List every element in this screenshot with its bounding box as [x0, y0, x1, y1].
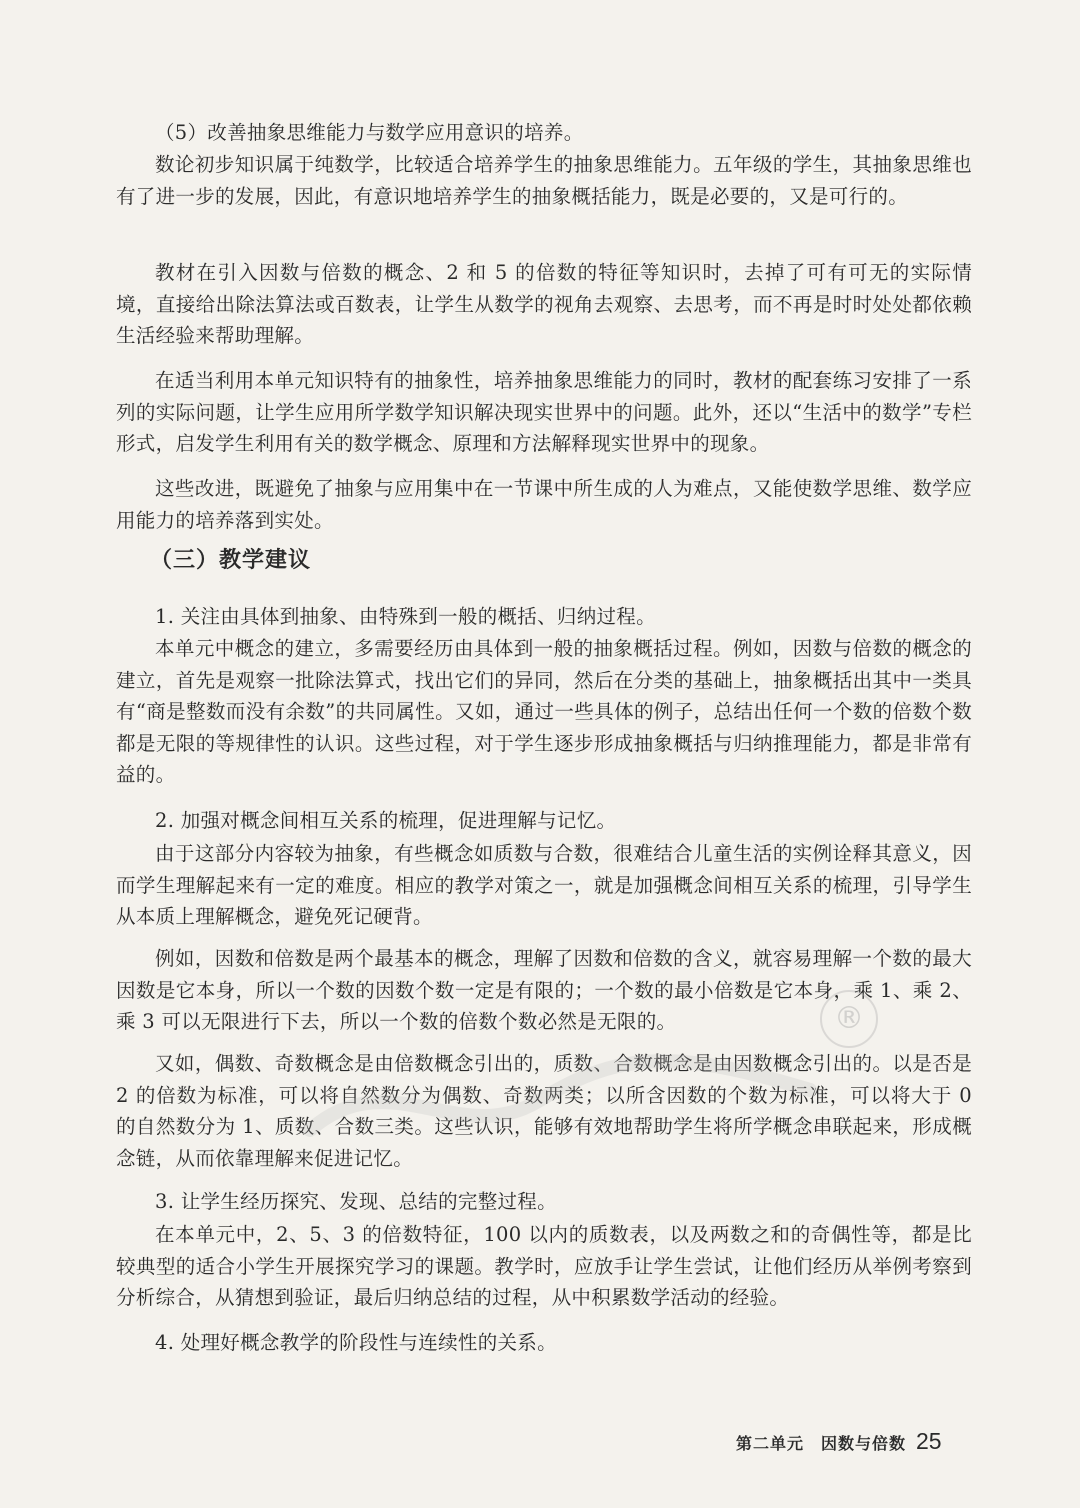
- paragraph-textbook-introduction: 教材在引入因数与倍数的概念、2 和 5 的倍数的特征等知识时，去掉了可有可无的实际情境，直接给出除法算法或百数表，让学生从数学的视角去观察、去思考，而不再是时时处处都依赖生活经验来帮助理解。: [116, 261, 972, 347]
- section-title-teaching-suggestions: （三）教学建议: [150, 548, 312, 573]
- suggestion-3-paragraph: 在本单元中，2、5、3 的倍数特征，100 以内的质数表，以及两数之和的奇偶性等，都是比较典型的适合小学生开展探究学习的课题。教学时，应放手让学生尝试，让他们经历从举例考察到分析综合，从猜想到验证，最后归纳总结的过程，从中积累数学活动的经验。: [116, 1223, 972, 1309]
- suggestion-4-heading: 4. 处理好概念教学的阶段性与连续性的关系。: [155, 1331, 557, 1354]
- paragraph-improvements: 这些改进，既避免了抽象与应用集中在一节课中所生成的人为难点，又能使数学思维、数学应用能力的培养落到实处。: [116, 477, 972, 532]
- suggestion-2-paragraph-3: 又如，偶数、奇数概念是由倍数概念引出的，质数、合数概念是由因数概念引出的。以是否是 2 的倍数为标准，可以将自然数分为偶数、奇数两类；以所含因数的个数为标准，可以将大于 0 的自然数分为 1、质数、合数三类。这些认识，能够有效地帮助学生将所学概念串联起来，形成概念链，从而依靠理解来促进记忆。: [116, 1052, 972, 1170]
- suggestion-2-paragraph-2: 例如，因数和倍数是两个最基本的概念，理解了因数和倍数的含义，就容易理解一个数的最大因数是它本身，所以一个数的因数个数一定是有限的；一个数的最小倍数是它本身，乘 1、乘 2、乘 3 可以无限进行下去，所以一个数的倍数个数必然是无限的。: [116, 947, 972, 1033]
- paragraph-abstract-thinking: 数论初步知识属于纯数学，比较适合培养学生的抽象思维能力。五年级的学生，其抽象思维也有了进一步的发展，因此，有意识地培养学生的抽象概括能力，既是必要的，又是可行的。: [116, 153, 972, 208]
- footer-unit-title: 第二单元 因数与倍数: [736, 1434, 907, 1453]
- suggestion-3-heading: 3. 让学生经历探究、发现、总结的完整过程。: [155, 1190, 557, 1213]
- page-number: 25: [916, 1428, 942, 1454]
- publisher-watermark-swash: [300, 1040, 820, 1160]
- suggestion-2-heading: 2. 加强对概念间相互关系的梳理，促进理解与记忆。: [155, 809, 617, 832]
- item-5-heading: （5）改善抽象思维能力与数学应用意识的培养。: [155, 121, 584, 144]
- registered-trademark-watermark: ®: [820, 990, 878, 1048]
- paragraph-practical-problems: 在适当利用本单元知识特有的抽象性，培养抽象思维能力的同时，教材的配套练习安排了一系列的实际问题，让学生应用所学数学知识解决现实世界中的问题。此外，还以“生活中的数学”专栏形式，启发学生利用有关的数学概念、原理和方法解释现实世界中的现象。: [116, 369, 972, 455]
- page-footer: [736, 1428, 976, 1460]
- suggestion-2-paragraph-1: 由于这部分内容较为抽象，有些概念如质数与合数，很难结合儿童生活的实例诠释其意义，因而学生理解起来有一定的难度。相应的教学对策之一，就是加强概念间相互关系的梳理，引导学生从本质上理解概念，避免死记硬背。: [116, 842, 972, 928]
- suggestion-1-paragraph: 本单元中概念的建立，多需要经历由具体到一般的抽象概括过程。例如，因数与倍数的概念的建立，首先是观察一批除法算式，找出它们的异同，然后在分类的基础上，抽象概括出其中一类具有“商是整数而没有余数”的共同属性。又如，通过一些具体的例子，总结出任何一个数的倍数个数都是无限的等规律性的认识。这些过程，对于学生逐步形成抽象概括与归纳推理能力，都是非常有益的。: [116, 637, 972, 786]
- suggestion-1-heading: 1. 关注由具体到抽象、由特殊到一般的概括、归纳过程。: [155, 605, 656, 628]
